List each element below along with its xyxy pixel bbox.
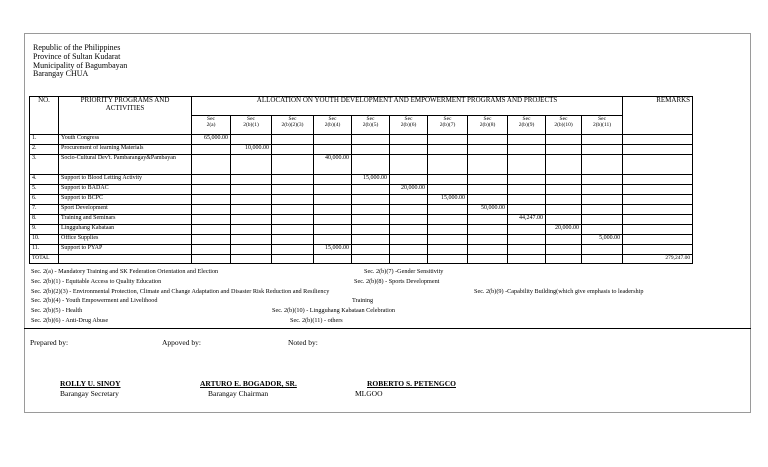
section-header-top: Sec [366,116,375,122]
allocation-cell [582,175,623,185]
section-header-top: Sec [598,116,607,122]
allocation-cell [231,175,272,185]
row-number: 2. [30,145,59,155]
allocation-cell [352,155,390,175]
section-header-top: Sec [247,116,255,122]
program-name: Support to BCPC [59,195,192,205]
allocation-cell [428,145,468,155]
table-row [30,215,693,225]
divider-line [24,328,751,329]
section-column-header [582,116,623,135]
remarks-cell [623,135,693,145]
noted-by-title: MLGOO [355,389,383,398]
allocation-cell [582,145,623,155]
allocation-cell [272,175,314,185]
section-column-header [508,116,546,135]
allocation-cell [428,245,468,255]
table-row [30,135,693,145]
section-header-code: 2(b)(7) [439,122,456,128]
document-header [33,44,127,79]
allocation-cell [468,185,508,195]
row-number: 3. [30,155,59,175]
allocation-cell [508,155,546,175]
allocation-cell [582,205,623,215]
column-header-remarks: REMARKS [623,97,693,135]
allocation-cell [390,135,428,145]
total-label: TOTAL [30,255,59,264]
allocation-cell [428,185,468,195]
allocation-cell [192,215,231,225]
prepared-by-name: ROLLY U. SINOY [60,379,121,388]
allocation-cell [546,145,582,155]
allocation-cell [272,135,314,145]
allocation-cell [352,135,390,145]
legend-line [31,287,711,297]
total-empty-cell [468,255,508,264]
row-number: 9. [30,225,59,235]
remarks-cell [623,195,693,205]
section-column-header [192,116,231,135]
program-name: Lingguhang Kabataan [59,225,192,235]
allocation-cell: 20,000.00 [390,185,428,195]
allocation-cell: 15,000.00 [352,175,390,185]
allocation-cell [390,215,428,225]
legend-left-text: Sec. 2(b)(1) - Equitable Access to Quality Education [31,277,162,285]
allocation-table [29,96,693,264]
allocation-cell [508,225,546,235]
allocation-cell [231,135,272,145]
total-empty-cell [428,255,468,264]
total-empty-cell [352,255,390,264]
row-number: 8. [30,215,59,225]
program-name: Training and Seminars [59,215,192,225]
allocation-cell [192,245,231,255]
section-column-header [428,116,468,135]
allocation-cell [231,155,272,175]
section-header-top: Sec [404,116,413,122]
program-name: Sport Development [59,205,192,215]
prepared-by-label: Prepared by: [30,338,69,347]
section-column-header [231,116,272,135]
row-number: 10. [30,235,59,245]
legend-right-text: Sec. 2(b)(7) -Gender Sensitivity [364,268,444,275]
table-row [30,175,693,185]
section-header-code: 2(b)(5) [362,122,379,128]
remarks-cell [623,175,693,185]
allocation-cell [352,235,390,245]
allocation-cell [192,205,231,215]
allocation-cell [231,225,272,235]
allocation-cell [428,135,468,145]
allocation-cell [508,135,546,145]
allocation-cell [428,235,468,245]
allocation-cell: 44,247.00 [508,215,546,225]
allocation-cell: 40,000.00 [314,155,352,175]
section-header-code: 2(b)(4) [324,122,341,128]
allocation-cell [582,225,623,235]
section-header-code: 2(b)(2)(3) [281,122,304,128]
allocation-cell [352,185,390,195]
allocation-cell [390,145,428,155]
allocation-cell [272,155,314,175]
allocation-cell [428,205,468,215]
allocation-cell [468,135,508,145]
allocation-cell [428,175,468,185]
program-name: Office Supplies [59,235,192,245]
section-header-code: 2(b)(6) [400,122,417,128]
section-header-top: Sec [522,116,531,122]
allocation-cell [272,185,314,195]
allocation-cell: 20,000.00 [546,225,582,235]
legend-right-text: Sec. 2(b)(11) - others [290,316,343,324]
allocation-cell [352,205,390,215]
total-empty-cell [192,255,231,264]
section-header-code: 2(b)(10) [554,122,573,128]
section-header-top: Sec [207,116,215,122]
header-line: Barangay CHUA [33,69,89,79]
legend-line [31,296,711,306]
section-header-code: 2(b)(9) [518,122,535,128]
allocation-cell [546,175,582,185]
allocation-cell [582,245,623,255]
header-line: Republic of the Philippines [33,43,121,52]
section-header-top: Sec [288,116,297,122]
allocation-cell [468,235,508,245]
allocation-cell [546,215,582,225]
remarks-cell [623,215,693,225]
row-number: 7. [30,205,59,215]
allocation-cell [546,155,582,175]
allocation-cell [192,235,231,245]
program-name: Socio-Cultural Dev't. Pambarangay&Pambayan [59,155,192,175]
legend-line [31,277,711,287]
allocation-cell [314,215,352,225]
allocation-cell [428,155,468,175]
allocation-cell: 10,000.00 [231,145,272,155]
table-row [30,245,693,255]
allocation-cell [231,185,272,195]
total-empty-cell [59,255,192,264]
section-header-top: Sec [328,116,337,122]
allocation-cell [390,175,428,185]
program-name: Youth Congress [59,135,192,145]
table-row [30,185,693,195]
legend-right-text: Training [352,297,374,305]
legend-line [31,267,711,277]
allocation-cell [468,175,508,185]
allocation-cell [352,145,390,155]
allocation-cell [272,215,314,225]
header-line: Municipality of Bagumbayan [33,60,128,70]
legend-right-text: Sec. 2(b)(10) - Lingguhang Kabataan Celebration [272,307,396,315]
approved-by-label: Appoved by: [162,338,201,347]
section-header-code: 2(b)(8) [479,122,496,128]
allocation-cell [428,215,468,225]
table-row [30,225,693,235]
legend-left-text: Sec. 2(b)(5) - Health [31,307,83,315]
approved-by-title: Barangay Chairman [208,389,269,398]
allocation-cell [546,205,582,215]
remarks-cell [623,245,693,255]
allocation-cell [314,145,352,155]
legend-right-text: Sec. 2(b)(9) -Capability Building(which give emphasis to leadership [474,287,644,295]
allocation-cell [231,235,272,245]
allocation-cell [546,135,582,145]
remarks-cell [623,235,693,245]
allocation-cell [352,195,390,205]
allocation-cell: 15,000.00 [314,245,352,255]
column-header-program: PRIORITY PROGRAMS AND ACTIVITIES [59,97,192,135]
allocation-cell [468,155,508,175]
table-row [30,195,693,205]
allocation-cell [314,205,352,215]
allocation-cell: 65,000.00 [192,135,231,145]
legend-line [31,316,711,326]
row-number: 5. [30,185,59,195]
section-column-header [314,116,352,135]
section-header-top: Sec [443,116,452,122]
total-empty-cell [582,255,623,264]
allocation-cell [468,145,508,155]
table-row [30,235,693,245]
remarks-cell [623,205,693,215]
allocation-cell [352,225,390,235]
allocation-cell [508,205,546,215]
allocation-cell [192,175,231,185]
header-line: Province of Sultan Kudarat [33,51,121,61]
allocation-cell [468,215,508,225]
program-name: Support to BADAC [59,185,192,195]
allocation-cell [272,205,314,215]
remarks-cell [623,155,693,175]
allocation-cell [192,145,231,155]
allocation-cell [314,195,352,205]
section-column-header [468,116,508,135]
column-header-no: NO. [30,97,59,135]
allocation-cell [352,215,390,225]
row-number: 6. [30,195,59,205]
total-empty-cell [231,255,272,264]
allocation-cell [468,195,508,205]
allocation-cell [231,245,272,255]
allocation-cell [582,195,623,205]
section-header-code: 2(b)(1) [243,122,259,128]
allocation-cell [508,235,546,245]
total-empty-cell [390,255,428,264]
allocation-cell [192,155,231,175]
allocation-cell [192,185,231,195]
allocation-cell [352,245,390,255]
allocation-cell [272,235,314,245]
legend-left-text: Sec. 2(b)(6) - Anti-Drug Abuse [31,316,109,324]
section-column-header [390,116,428,135]
allocation-cell [582,215,623,225]
allocation-cell: 50,000.00 [468,205,508,215]
allocation-cell [390,235,428,245]
allocation-cell [546,235,582,245]
remarks-cell [623,145,693,155]
allocation-cell [314,135,352,145]
allocation-cell [314,235,352,245]
program-name: Support to Blood Letting Activity [59,175,192,185]
section-header-code: 2(a) [206,122,216,128]
row-number: 11. [30,245,59,255]
row-number: 4. [30,175,59,185]
total-empty-cell [546,255,582,264]
allocation-cell [582,185,623,195]
approved-by-name: ARTURO E. BOGADOR, SR. [200,379,297,388]
table-row [30,155,693,175]
allocation-cell [231,215,272,225]
allocation-cell [272,225,314,235]
allocation-cell [582,135,623,145]
allocation-cell [272,195,314,205]
section-column-header [272,116,314,135]
table-row [30,145,693,155]
row-number: 1. [30,135,59,145]
total-value: 279,247.00 [623,255,693,264]
total-row [30,255,693,264]
legend-left-text: Sec. 2(b)(2)(3) - Environmental Protection, Climate and Change Adaptation and Disaster Risk Reduction and Resiliency [31,287,330,295]
section-header-code: 2(b)(11) [592,122,612,128]
allocation-cell [508,145,546,155]
allocation-cell [508,175,546,185]
legend-right-text: Sec. 2(b)(8) - Sports Development [354,277,440,285]
allocation-cell [508,185,546,195]
program-name: Procurement of learning Materials [59,145,192,155]
allocation-cell [192,225,231,235]
noted-by-name: ROBERTO S. PETENGCO [367,379,456,388]
allocation-cell [428,225,468,235]
section-column-header [352,116,390,135]
allocation-cell [468,225,508,235]
section-column-header [546,116,582,135]
allocation-cell [390,155,428,175]
legend-line [31,306,711,316]
section-header-top: Sec [483,116,492,122]
remarks-cell [623,225,693,235]
total-empty-cell [272,255,314,264]
column-header-allocation: ALLOCATION ON YOUTH DEVELOPMENT AND EMPOWERMENT PROGRAMS AND PROJECTS [192,97,623,116]
allocation-cell [390,245,428,255]
allocation-cell [546,195,582,205]
allocation-cell [272,145,314,155]
allocation-cell [314,225,352,235]
allocation-cell [390,195,428,205]
allocation-cell [468,245,508,255]
allocation-cell: 15,000.00 [428,195,468,205]
allocation-cell [231,205,272,215]
allocation-cell [314,175,352,185]
remarks-cell [623,185,693,195]
allocation-cell [314,185,352,195]
allocation-cell [582,155,623,175]
legend-left-text: Sec. 2(b)(4) - Youth Empowerment and Livelihood [31,297,158,305]
allocation-cell [272,245,314,255]
allocation-cell [390,225,428,235]
allocation-cell [546,245,582,255]
allocation-cell [508,195,546,205]
allocation-cell [390,205,428,215]
legend-left-text: Sec. 2(a) - Mandatory Training and SK Federation Orientation and Election [31,268,219,275]
total-empty-cell [314,255,352,264]
allocation-cell: 5,000.00 [582,235,623,245]
allocation-cell [192,195,231,205]
allocation-cell [508,245,546,255]
program-name: Support to PYAP [59,245,192,255]
allocation-cell [231,195,272,205]
total-empty-cell [508,255,546,264]
table-row [30,205,693,215]
noted-by-label: Noted by: [288,338,318,347]
allocation-cell [546,185,582,195]
prepared-by-title: Barangay Secretary [60,389,119,398]
section-legend [31,267,711,326]
section-header-top: Sec [559,116,568,122]
